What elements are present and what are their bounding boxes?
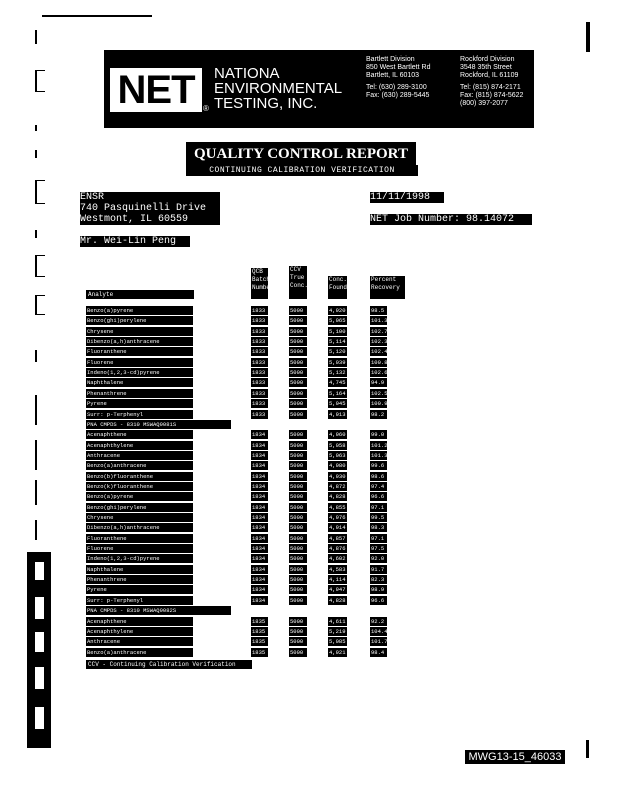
true-conc-cell: 5000: [289, 544, 307, 553]
job-number: NET Job Number: 98.14072: [370, 214, 532, 225]
recovery-cell: 99.5: [370, 513, 387, 522]
recovery-cell: 104.4: [371, 627, 388, 635]
true-conc-cell: 5000: [289, 410, 307, 419]
analyte-cell: Phenanthrene: [86, 389, 193, 398]
table-row: [86, 461, 406, 470]
found-cell: 4,857: [329, 534, 346, 542]
batch-cell: 1833: [251, 378, 268, 387]
true-conc-cell: 5000: [289, 596, 307, 605]
batch-cell: 1835: [251, 648, 268, 657]
found-cell: 4,583: [329, 565, 346, 573]
col-header-found: Conc. Found: [328, 276, 347, 299]
found-cell: 4,828: [329, 596, 346, 604]
analyte-cell: Benzo(a)pyrene: [86, 492, 193, 501]
true-conc-cell: 5000: [289, 585, 307, 594]
found-cell: 4,976: [329, 514, 346, 521]
found-cell: 5,065: [329, 317, 346, 325]
recovery-cell: 97.4: [370, 482, 387, 491]
true-conc-cell: 5000: [289, 503, 307, 512]
col-header-true-conc: CCV True Conc.: [289, 266, 307, 299]
analyte-cell: Acenaphthene: [86, 430, 193, 439]
found-cell: 4,828: [329, 493, 346, 501]
found-cell: 5,100: [329, 327, 346, 335]
analyte-cell: Indeno(1,2,3-cd)pyrene: [86, 554, 193, 563]
true-conc-cell: 5000: [289, 378, 307, 387]
recovery-cell: 97.5: [370, 544, 387, 553]
table-row: [86, 347, 406, 356]
recovery-cell: 98.2: [370, 410, 387, 419]
analyte-cell: Benzo(b)fluoranthene: [86, 472, 193, 481]
table-row: [86, 430, 406, 439]
analyte-cell: Benzo(a)anthracene: [86, 648, 193, 657]
table-row: [86, 441, 406, 450]
found-cell: 5,063: [329, 451, 346, 459]
found-cell: 5,039: [329, 358, 346, 366]
recovery-cell: 102.5: [371, 389, 388, 397]
batch-cell: 1835: [251, 637, 268, 646]
recovery-cell: 96.6: [370, 492, 387, 501]
true-conc-cell: 5000: [289, 306, 307, 315]
analyte-cell: Acenaphthene: [86, 617, 193, 626]
table-row: [86, 368, 406, 377]
true-conc-cell: 5000: [289, 617, 307, 626]
recovery-cell: 92.2: [370, 617, 387, 626]
true-conc-cell: 5000: [289, 637, 307, 646]
batch-cell: 1834: [251, 451, 268, 460]
true-conc-cell: 5000: [289, 441, 307, 450]
batch-cell: 1834: [251, 554, 268, 563]
analyte-cell: Benzo(a)anthracene: [86, 461, 193, 470]
recovery-cell: 94.9: [370, 378, 387, 387]
true-conc-cell: 5000: [289, 575, 307, 584]
batch-cell: 1833: [251, 327, 268, 336]
found-cell: 4,980: [329, 462, 346, 470]
found-cell: 4,611: [329, 617, 346, 625]
table-row: [86, 637, 406, 646]
found-cell: 5,058: [329, 441, 346, 449]
true-conc-cell: 5000: [289, 347, 307, 356]
true-conc-cell: 5000: [289, 472, 307, 481]
table-row: [86, 565, 406, 574]
table-row: [86, 378, 406, 387]
batch-cell: 1833: [251, 306, 268, 315]
table-row: [86, 492, 406, 501]
analyte-cell: Naphthalene: [86, 378, 193, 387]
recovery-cell: 92.0: [370, 554, 387, 563]
table-row: [86, 337, 406, 346]
company-name: NATIONA ENVIRONMENTAL TESTING, INC.: [214, 65, 343, 112]
batch-cell: 1835: [251, 627, 268, 636]
recovery-cell: 98.6: [370, 472, 387, 481]
analyte-cell: Anthracene: [86, 637, 193, 646]
table-row: [86, 648, 406, 657]
scan-artifact-top: [42, 15, 152, 17]
recovery-cell: 98.4: [370, 648, 387, 657]
analyte-cell: Surr: p-Terphenyl: [86, 596, 193, 605]
rockford-address: Rockford Division 3548 35th Street Rockford, IL 61109 Tel: (815) 874-2171 Fax: (815) 874-5622 (800) 397-2077: [460, 56, 524, 107]
found-cell: 5,085: [329, 638, 346, 646]
analyte-cell: Benzo(ghi)perylene: [86, 316, 193, 325]
true-conc-cell: 5000: [289, 451, 307, 460]
found-cell: 5,045: [329, 400, 346, 408]
col-header-recovery: Percent Recovery: [370, 276, 405, 299]
analyte-cell: Surr: p-Terphenyl: [86, 410, 193, 419]
recovery-cell: 98.3: [370, 523, 387, 532]
analyte-cell: Pyrene: [86, 585, 193, 594]
table-row: [86, 482, 406, 491]
registered-mark: ®: [203, 104, 209, 113]
table-row: [86, 627, 406, 636]
recovery-cell: 82.3: [370, 575, 387, 584]
footnote: CCV - Continuing Calibration Verification: [86, 660, 252, 669]
found-cell: 4,855: [329, 503, 346, 511]
table-row: [86, 451, 406, 460]
true-conc-cell: 5000: [289, 368, 307, 377]
analyte-cell: Fluoranthene: [86, 534, 193, 543]
found-cell: 4,930: [329, 472, 346, 480]
batch-cell: 1834: [251, 534, 268, 543]
batch-cell: 1834: [251, 472, 268, 481]
true-conc-cell: 5000: [289, 399, 307, 408]
batch-cell: 1833: [251, 337, 268, 346]
batch-cell: 1833: [251, 358, 268, 367]
analyte-cell: Benzo(k)fluoranthene: [86, 482, 193, 491]
table-row: [86, 544, 406, 553]
batch-cell: 1834: [251, 596, 268, 605]
batch-cell: 1833: [251, 389, 268, 398]
recovery-cell: 102.6: [371, 369, 388, 377]
true-conc-cell: 5000: [289, 461, 307, 470]
scan-artifact-binding-strip: [27, 552, 51, 748]
report-title: QUALITY CONTROL REPORT: [186, 142, 416, 166]
recovery-cell: 91.7: [370, 565, 387, 574]
recovery-cell: 101.7: [371, 638, 388, 646]
batch-cell: 1834: [251, 482, 268, 491]
recovery-cell: 101.2: [371, 441, 388, 449]
analyte-cell: Acenaphthylene: [86, 627, 193, 636]
recovery-cell: 100.9: [371, 400, 388, 408]
true-conc-cell: 5000: [289, 430, 307, 439]
client-contact: Mr. Wei-Lin Peng: [80, 236, 190, 247]
analyte-cell: Fluorene: [86, 544, 193, 553]
batch-cell: 1835: [251, 617, 268, 626]
analyte-cell: Benzo(a)pyrene: [86, 306, 193, 315]
true-conc-cell: 5000: [289, 482, 307, 491]
recovery-cell: 97.1: [370, 503, 387, 512]
recovery-cell: 98.5: [370, 306, 387, 315]
recovery-cell: 99.0: [370, 430, 387, 439]
batch-cell: 1834: [251, 523, 268, 532]
table-row: [86, 617, 406, 626]
analyte-cell: Dibenzo(a,h)anthracene: [86, 523, 193, 532]
section-label: PNA CMPDS - 8310 MSWAQ9081S: [86, 420, 231, 429]
section-label: PNA CMPDS - 8310 MSWAQ9082S: [86, 606, 231, 615]
scan-artifact-right-bar: [586, 22, 590, 52]
bartlett-address: Bartlett Division 850 West Bartlett Rd Bartlett, IL 60103 Tel: (630) 289-3100 Fax: (630) 289-5445: [366, 56, 431, 99]
found-cell: 5,132: [329, 369, 346, 377]
true-conc-cell: 5000: [289, 513, 307, 522]
analyte-cell: Acenaphthylene: [86, 441, 193, 450]
batch-cell: 1834: [251, 513, 268, 522]
true-conc-cell: 5000: [289, 554, 307, 563]
true-conc-cell: 5000: [289, 358, 307, 367]
recovery-cell: 101.3: [371, 451, 388, 459]
batch-cell: 1834: [251, 575, 268, 584]
net-logo: NET: [110, 68, 202, 112]
scan-artifact-left-marks: [35, 30, 47, 550]
analyte-cell: Fluorene: [86, 358, 193, 367]
table-row: [86, 327, 406, 336]
table-row: [86, 389, 406, 398]
recovery-cell: 101.3: [371, 317, 388, 325]
batch-cell: 1834: [251, 544, 268, 553]
recovery-cell: 102.7: [371, 327, 388, 335]
true-conc-cell: 5000: [289, 565, 307, 574]
table-row: [86, 503, 406, 512]
recovery-cell: 102.4: [371, 348, 388, 356]
analyte-cell: Pyrene: [86, 399, 193, 408]
batch-cell: 1834: [251, 461, 268, 470]
batch-cell: 1833: [251, 347, 268, 356]
found-cell: 4,947: [329, 586, 346, 594]
true-conc-cell: 5000: [289, 316, 307, 325]
found-cell: 4,921: [329, 648, 346, 656]
true-conc-cell: 5000: [289, 523, 307, 532]
table-row: [86, 585, 406, 594]
batch-cell: 1833: [251, 399, 268, 408]
analyte-cell: Fluoranthene: [86, 347, 193, 356]
found-cell: 5,114: [329, 338, 346, 346]
analyte-cell: Phenanthrene: [86, 575, 193, 584]
analyte-cell: Chrysene: [86, 513, 193, 522]
true-conc-cell: 5000: [289, 337, 307, 346]
batch-cell: 1834: [251, 441, 268, 450]
true-conc-cell: 5000: [289, 627, 307, 636]
table-row: [86, 523, 406, 532]
batch-cell: 1833: [251, 316, 268, 325]
table-row: [86, 472, 406, 481]
batch-cell: 1834: [251, 585, 268, 594]
batch-cell: 1834: [251, 503, 268, 512]
scan-artifact-right-tick: [586, 740, 589, 758]
recovery-cell: 98.9: [370, 585, 387, 594]
analyte-cell: Anthracene: [86, 451, 193, 460]
analyte-cell: Indeno(1,2,3-cd)pyrene: [86, 368, 193, 377]
true-conc-cell: 5000: [289, 648, 307, 657]
found-cell: 4,872: [329, 482, 346, 490]
report-date: 11/11/1998: [370, 192, 444, 203]
found-cell: 4,745: [329, 379, 346, 387]
true-conc-cell: 5000: [289, 492, 307, 501]
recovery-cell: 97.1: [370, 534, 387, 543]
analyte-cell: Benzo(ghi)perylene: [86, 503, 193, 512]
batch-cell: 1834: [251, 492, 268, 501]
recovery-cell: 96.6: [370, 596, 387, 605]
letterhead: [104, 50, 534, 128]
table-row: [86, 358, 406, 367]
analyte-cell: Dibenzo(a,h)anthracene: [86, 337, 193, 346]
batch-cell: 1834: [251, 430, 268, 439]
table-row: [86, 596, 406, 605]
true-conc-cell: 5000: [289, 389, 307, 398]
batch-cell: 1833: [251, 368, 268, 377]
recovery-cell: 100.8: [371, 358, 388, 366]
table-row: [86, 316, 406, 325]
found-cell: 4,914: [329, 524, 346, 532]
found-cell: 4,602: [329, 555, 346, 563]
found-cell: 4,960: [329, 431, 346, 439]
found-cell: 4,920: [329, 307, 346, 314]
recovery-cell: 102.3: [371, 338, 388, 346]
table-row: [86, 410, 406, 419]
recovery-cell: 99.6: [370, 461, 387, 470]
table-row: [86, 513, 406, 522]
document-id: MWG13-15_46033: [465, 750, 565, 764]
table-row: [86, 399, 406, 408]
found-cell: 5,120: [329, 348, 346, 356]
client-address: ENSR 740 Pasquinelli Drive Westmont, IL 60559: [80, 192, 220, 225]
table-row: [86, 534, 406, 543]
found-cell: 5,219: [329, 627, 346, 635]
col-header-batch: QCB Batch Number: [251, 268, 268, 299]
found-cell: 4,913: [329, 410, 346, 418]
true-conc-cell: 5000: [289, 534, 307, 543]
analyte-cell: Naphthalene: [86, 565, 193, 574]
batch-cell: 1834: [251, 565, 268, 574]
analyte-cell: Chrysene: [86, 327, 193, 336]
table-row: [86, 554, 406, 563]
true-conc-cell: 5000: [289, 327, 307, 336]
table-row: [86, 306, 406, 315]
col-header-analyte: Analyte: [86, 290, 194, 299]
found-cell: 5,164: [329, 389, 346, 397]
found-cell: 4,114: [329, 576, 346, 584]
batch-cell: 1833: [251, 410, 268, 419]
table-row: [86, 575, 406, 584]
report-subtitle: CONTINUING CALIBRATION VERIFICATION: [186, 165, 418, 176]
found-cell: 4,876: [329, 545, 346, 553]
